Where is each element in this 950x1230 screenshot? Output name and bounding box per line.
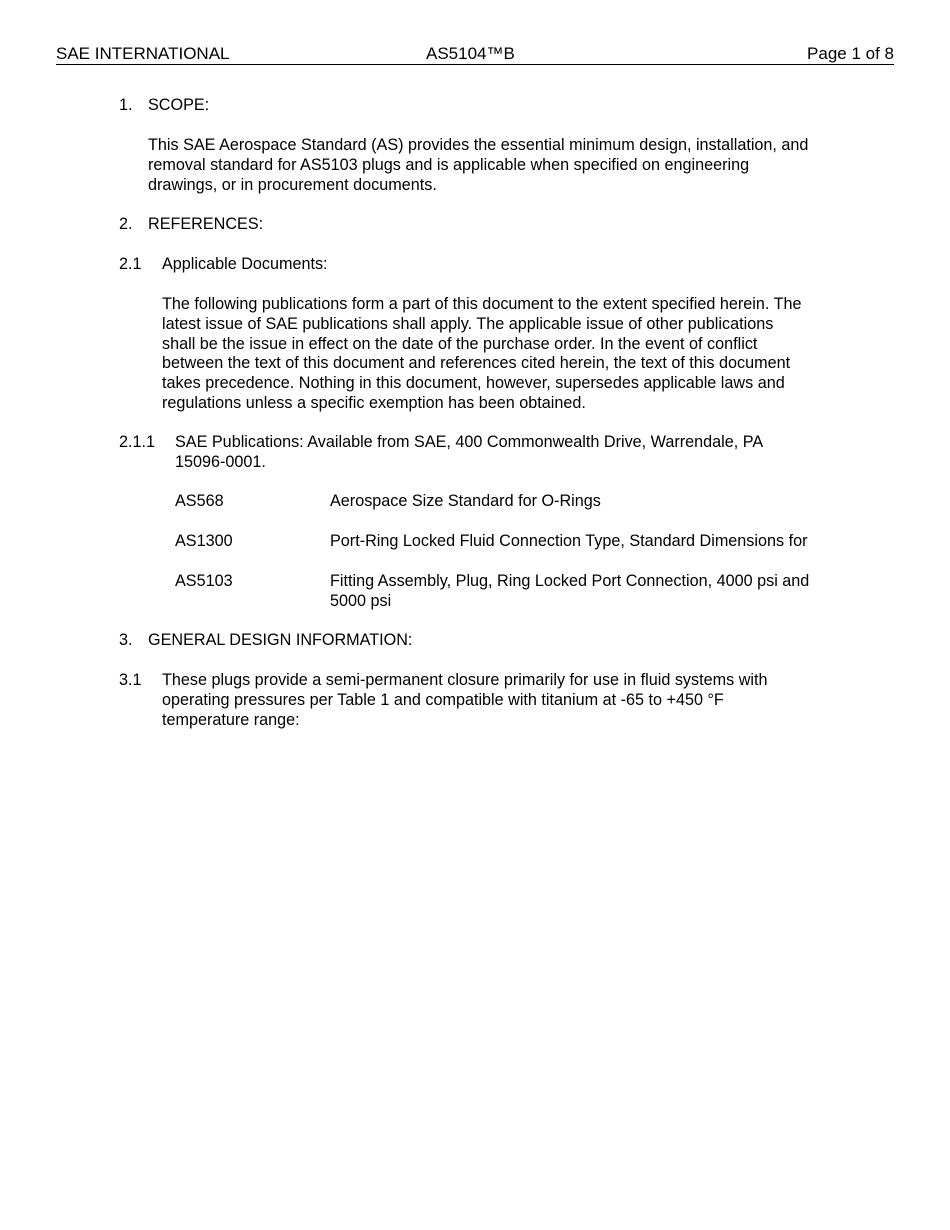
section-2-1-number: 2.1: [119, 255, 142, 273]
reference-title-line: Aerospace Size Standard for O-Rings: [330, 492, 601, 510]
reference-title-line: 5000 psi: [330, 591, 392, 610]
section-1-body: [148, 136, 808, 195]
section-1-title: SCOPE:: [148, 96, 210, 114]
reference-title: [330, 492, 850, 512]
reference-title-line: Fitting Assembly, Plug, Ring Locked Port Connection, 4000 psi and: [330, 572, 810, 590]
body-line: takes precedence. Nothing in this document, however, supersedes applicable laws and: [162, 374, 785, 393]
section-3-1-number: 3.1: [119, 671, 142, 689]
body-line: temperature range:: [162, 710, 300, 729]
reference-code: AS1300: [175, 532, 233, 550]
reference-code: AS5103: [175, 572, 233, 590]
body-line: shall be the issue in effect on the date of the purchase order. In the event of conflict: [162, 334, 758, 353]
section-3-title: GENERAL DESIGN INFORMATION:: [148, 631, 413, 649]
section-2-1-1-number: 2.1.1: [119, 433, 156, 451]
header-page-number: Page 1 of 8: [807, 44, 894, 63]
body-line: This SAE Aerospace Standard (AS) provides the essential minimum design, installation, and: [148, 136, 809, 154]
body-line: 15096-0001.: [175, 452, 266, 471]
body-line: These plugs provide a semi-permanent closure primarily for use in fluid systems with: [162, 671, 768, 689]
body-line: latest issue of SAE publications shall apply. The applicable issue of other publications: [162, 314, 774, 333]
body-line: The following publications form a part of this document to the extent specified herein. The: [162, 295, 802, 313]
body-line: removal standard for AS5103 plugs and is applicable when specified on engineering: [148, 155, 750, 174]
reference-title-line: Port-Ring Locked Fluid Connection Type, Standard Dimensions for: [330, 532, 808, 550]
section-2-1-heading: [119, 255, 328, 275]
section-1-heading: [119, 96, 210, 116]
section-2-1-body: [162, 295, 801, 414]
page-header: [56, 44, 894, 65]
section-3-1-text: [162, 671, 767, 730]
section-1-number: 1.: [119, 96, 133, 114]
body-line: SAE Publications: Available from SAE, 400 Commonwealth Drive, Warrendale, PA: [175, 433, 764, 451]
section-2-1-title: Applicable Documents:: [162, 255, 328, 273]
header-document-number: AS5104™B: [426, 44, 515, 63]
reference-title: [330, 532, 850, 552]
header-organization: SAE INTERNATIONAL: [56, 44, 230, 63]
section-2-1-1-heading: [119, 433, 764, 471]
reference-code: AS568: [175, 492, 224, 510]
body-line: operating pressures per Table 1 and compatible with titanium at -65 to +450 °F: [162, 690, 724, 709]
section-3-heading: [119, 631, 413, 651]
section-2-heading: [119, 215, 264, 235]
body-line: between the text of this document and references cited herein, the text of this document: [162, 354, 791, 373]
body-line: drawings, or in procurement documents.: [148, 175, 437, 194]
body-line: regulations unless a specific exemption has been obtained.: [162, 393, 586, 412]
section-2-number: 2.: [119, 215, 133, 233]
section-2-1-1-text: [175, 433, 763, 473]
section-2-title: REFERENCES:: [148, 215, 264, 233]
section-3-1: [119, 671, 768, 729]
section-3-number: 3.: [119, 631, 133, 649]
reference-title: [330, 572, 850, 612]
